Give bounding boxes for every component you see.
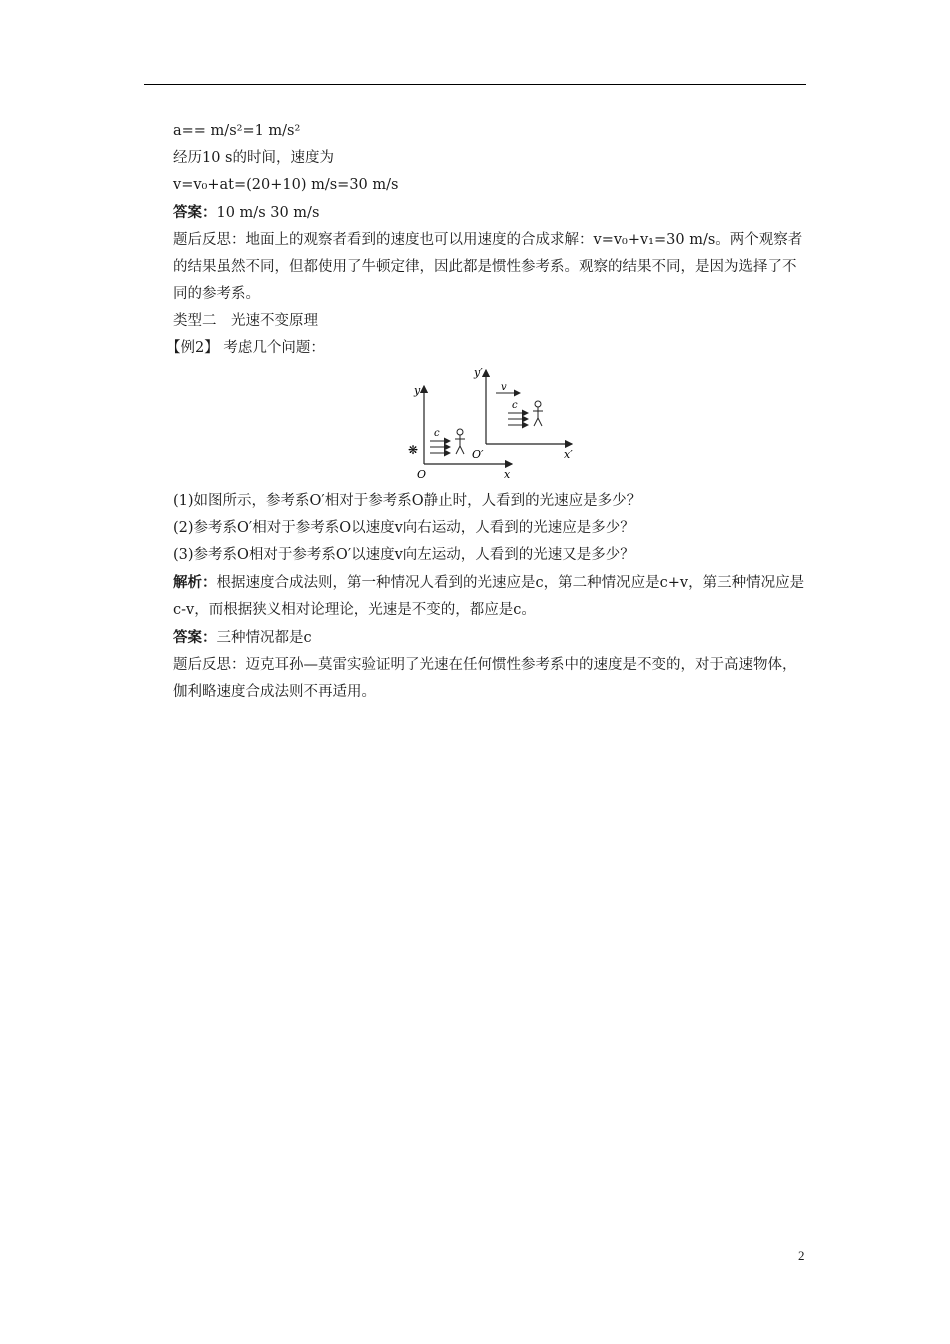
reference-frame-diagram [404, 366, 584, 482]
observer-figure-o [455, 429, 465, 454]
question-3: (3)参考系O相对于参考系O′以速度v向左运动，人看到的光速又是多少？ [173, 547, 635, 563]
x-prime-label: x′ [564, 448, 573, 461]
question-2: (2)参考系O′相对于参考系O以速度v向右运动，人看到的光速应是多少？ [173, 520, 635, 536]
origin-o-label: O [417, 468, 427, 481]
question-1: (1)如图所示，参考系O′相对于参考系O静止时，人看到的光速应是多少？ [173, 493, 642, 509]
analysis-label: 解析： [173, 574, 217, 591]
section-heading-type2: 类型二 光速不变原理 [173, 313, 318, 329]
analysis-text: 根据速度合成法则，第一种情况人看到的光速应是c，第二种情况应是c+v，第三种情况应是c-v，而根据狭义相对论理论，光速是不变的，都应是c。 [173, 575, 805, 618]
page-content [144, 118, 806, 706]
answer-text: 三种情况都是c [216, 630, 312, 646]
answer-2 [144, 624, 806, 652]
reflection-1: 题后反思：地面上的观察者看到的速度也可以用速度的合成求解：v=v₀+v₁=30 m/s。两个观察者的结果虽然不同，但都使用了牛顿定律，因此都是惯性参考系。观察的结果不同，是因为选择了不同的参考系。 [173, 232, 803, 302]
reference-frame-figure [144, 366, 806, 486]
origin-o-prime-label: O′ [472, 448, 484, 461]
answer-1 [144, 199, 806, 227]
example-2-heading: 【例2】 考虑几个问题： [166, 340, 325, 356]
y-prime-label: y′ [474, 366, 483, 379]
light-c-label-2: c [512, 400, 518, 411]
formula-acceleration: a== m/s²=1 m/s² [173, 123, 301, 139]
observer-figure-o-prime [533, 401, 543, 426]
text-after-10s: 经历10 s的时间，速度为 [173, 150, 335, 166]
formula-velocity: v=v₀+at=(20+10) m/s=30 m/s [173, 177, 399, 193]
light-source-icon: ❋ [408, 443, 419, 457]
analysis [144, 569, 806, 624]
page-number: 2 [798, 1248, 805, 1263]
velocity-v-label: v [501, 382, 507, 393]
x-label: x [504, 468, 511, 481]
y-label: y [414, 384, 421, 397]
header-rule [144, 84, 806, 85]
answer-label: 答案： [173, 204, 217, 221]
answer-label: 答案： [173, 629, 217, 646]
light-c-label-1: c [434, 428, 440, 439]
answer-text: 10 m/s 30 m/s [216, 205, 320, 221]
reflection-2: 题后反思：迈克耳孙—莫雷实验证明了光速在任何惯性参考系中的速度是不变的，对于高速物体，伽利略速度合成法则不再适用。 [173, 657, 797, 700]
